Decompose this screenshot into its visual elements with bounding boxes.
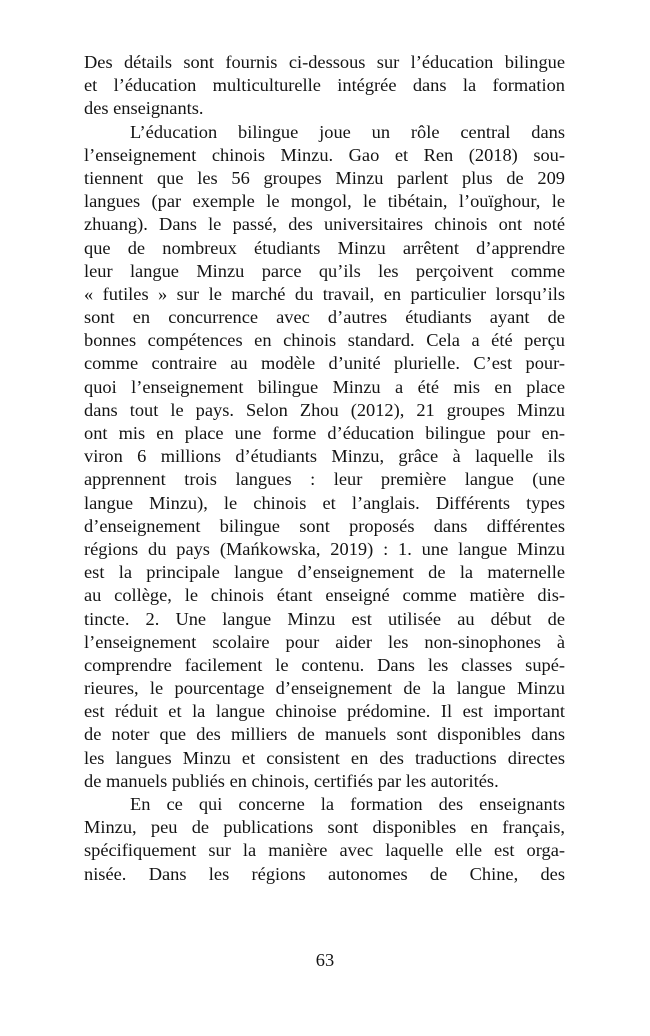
text-line: nisée. Dans les régions autonomes de Chine, des xyxy=(84,863,565,884)
text-line: langues (par exemple le mongol, le tibétain, l’ouïghour, le xyxy=(84,191,565,212)
text-line: est réduit et la langue chinoise prédomine. Il est important xyxy=(84,701,565,722)
text-line: sont en concurrence avec d’autres étudiants ayant de xyxy=(84,307,565,328)
text-line: quoi l’enseignement bilingue Minzu a été mis en place xyxy=(84,376,565,397)
text-line: langue Minzu), le chinois et l’anglais. Différents types xyxy=(84,492,565,513)
text-line: comme contraire au modèle d’unité plurielle. C’est pour- xyxy=(84,353,565,374)
text-line: tiennent que les 56 groupes Minzu parlent plus de 209 xyxy=(84,167,565,188)
text-line: et l’éducation multiculturelle intégrée dans la formation xyxy=(84,75,565,96)
text-line: viron 6 millions d’étudiants Minzu, grâce à laquelle ils xyxy=(84,446,565,467)
text-line: est la principale langue d’enseignement de la maternelle xyxy=(84,562,565,583)
text-line: En ce qui concerne la formation des enseignants xyxy=(130,794,565,814)
text-line: des enseignants. xyxy=(84,98,204,119)
paragraph xyxy=(84,121,565,793)
body-text xyxy=(84,51,565,886)
text-line: zhuang). Dans le passé, des universitaires chinois ont noté xyxy=(84,214,565,235)
text-line: comprendre facilement le contenu. Dans les classes supé- xyxy=(84,654,565,675)
text-line: tincte. 2. Une langue Minzu est utilisée au début de xyxy=(84,608,565,629)
text-line: « futiles » sur le marché du travail, en particulier lorsqu’ils xyxy=(84,283,565,304)
text-line: dans tout le pays. Selon Zhou (2012), 21 groupes Minzu xyxy=(84,399,565,420)
text-line: Minzu, peu de publications sont disponibles en français, xyxy=(84,817,565,838)
text-line: de manuels publiés en chinois, certifiés par les autorités. xyxy=(84,770,499,791)
paragraph xyxy=(84,51,565,121)
text-line: apprennent trois langues : leur première langue (une xyxy=(84,469,565,490)
text-line: d’enseignement bilingue sont proposés dans différentes xyxy=(84,515,565,536)
text-line: que de nombreux étudiants Minzu arrêtent d’apprendre xyxy=(84,237,565,258)
page-number: 63 xyxy=(315,950,335,970)
text-line: leur langue Minzu parce qu’ils les perçoivent comme xyxy=(84,260,565,281)
text-line: rieures, le pourcentage d’enseignement de la langue Minzu xyxy=(84,678,565,699)
text-line: L’éducation bilingue joue un rôle central dans xyxy=(130,121,565,142)
text-line: régions du pays (Mańkowska, 2019) : 1. une langue Minzu xyxy=(84,538,565,559)
text-line: au collège, le chinois étant enseigné comme matière dis- xyxy=(84,585,565,606)
paragraph xyxy=(84,793,565,886)
text-line: l’enseignement chinois Minzu. Gao et Ren (2018) sou- xyxy=(84,144,565,165)
text-line: les langues Minzu et consistent en des traductions directes xyxy=(84,747,565,768)
text-line: Des détails sont fournis ci-dessous sur l’éducation bilingue xyxy=(84,52,565,72)
text-line: l’enseignement scolaire pour aider les non-sinophones à xyxy=(84,631,565,652)
text-line: ont mis en place une forme d’éducation bilingue pour en- xyxy=(84,423,565,443)
text-line: spécifiquement sur la manière avec laquelle elle est orga- xyxy=(84,840,565,861)
text-line: de noter que des milliers de manuels sont disponibles dans xyxy=(84,724,565,745)
text-line: bonnes compétences en chinois standard. Cela a été perçu xyxy=(84,330,565,351)
